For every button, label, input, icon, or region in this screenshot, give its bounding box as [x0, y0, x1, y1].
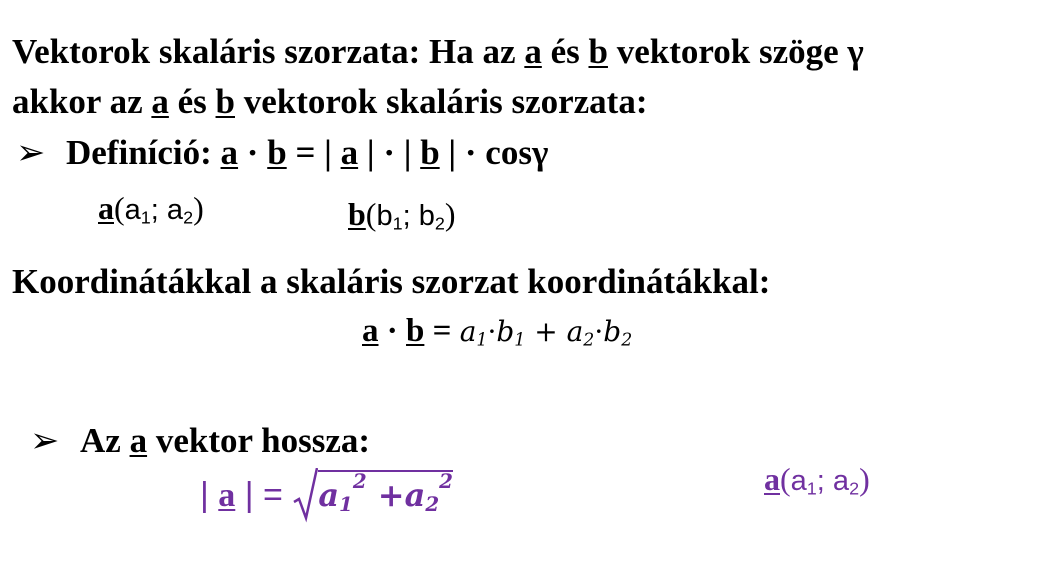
paren: ): [859, 461, 870, 497]
vector-a: a: [129, 421, 148, 460]
vector-a: a: [362, 313, 379, 349]
length-line: [30, 421, 370, 461]
equals-sign: = |: [286, 133, 341, 172]
title-line-2: [12, 82, 648, 122]
vector-b-coordinates: [348, 196, 456, 233]
abs-bar: |: [200, 476, 219, 514]
vector-a: a: [524, 32, 542, 71]
vector-b: b: [215, 82, 235, 121]
coordinates-heading: Koordinátákkal a skaláris szorzat koordinátákkal:: [12, 262, 771, 301]
length-text: Az: [80, 421, 130, 460]
vector-b: b: [420, 133, 440, 172]
vector-a: a: [764, 461, 780, 497]
abs-bar-equals: | =: [235, 476, 293, 514]
paren: (: [114, 190, 125, 226]
vector-b: b: [406, 313, 425, 349]
paren: (: [780, 461, 791, 497]
paren: ): [444, 196, 456, 232]
title-line-1: [12, 32, 864, 72]
cos-term: | · cosγ: [439, 133, 549, 172]
title-text: akkor az: [12, 82, 152, 121]
definition-line: [16, 133, 548, 173]
vector-a: a: [340, 133, 359, 172]
paren: (: [365, 196, 377, 232]
dot-operator: ·: [378, 313, 407, 349]
vector-a: a: [98, 190, 114, 226]
title-text: és: [541, 32, 589, 71]
coordinate-sum: $a_1\cdot b_1 + a_2\cdot b_2$: [459, 315, 633, 351]
vector-a-coordinates: [98, 190, 204, 227]
coord-a-purple: $a_1$; $a_2$: [790, 465, 860, 499]
vector-b: b: [588, 32, 608, 71]
length-text: vektor hossza:: [147, 421, 371, 460]
coord-a1: $a_1$; $a_2$: [124, 194, 194, 228]
coordinate-formula: [362, 313, 632, 350]
sqrt-icon: [292, 476, 318, 532]
paren: ): [193, 190, 204, 226]
abs-bars: | · |: [358, 133, 421, 172]
length-formula: [200, 469, 453, 536]
vector-a-coordinates-purple: [764, 461, 870, 498]
arrow-bullet-icon: ➢: [30, 421, 60, 460]
dot-operator: ·: [238, 133, 268, 172]
title-text: vektorok szöge γ: [607, 32, 864, 71]
title-text: és: [168, 82, 216, 121]
coord-b1: $b_1$; $b_2$: [376, 200, 445, 234]
sqrt-radicand: $a_1^2 +a_2^2$: [318, 469, 453, 516]
vector-a: a: [220, 133, 239, 172]
title-text: Vektorok skaláris szorzata: Ha az: [12, 32, 525, 71]
vector-a: a: [218, 477, 236, 514]
vector-a: a: [151, 82, 169, 121]
equals-sign: =: [424, 313, 460, 349]
vector-b: b: [348, 196, 366, 232]
arrow-bullet-icon: ➢: [16, 133, 46, 172]
definition-label: Definíció:: [66, 133, 221, 172]
vector-b: b: [267, 133, 287, 172]
title-text: vektorok skaláris szorzata:: [235, 82, 648, 121]
